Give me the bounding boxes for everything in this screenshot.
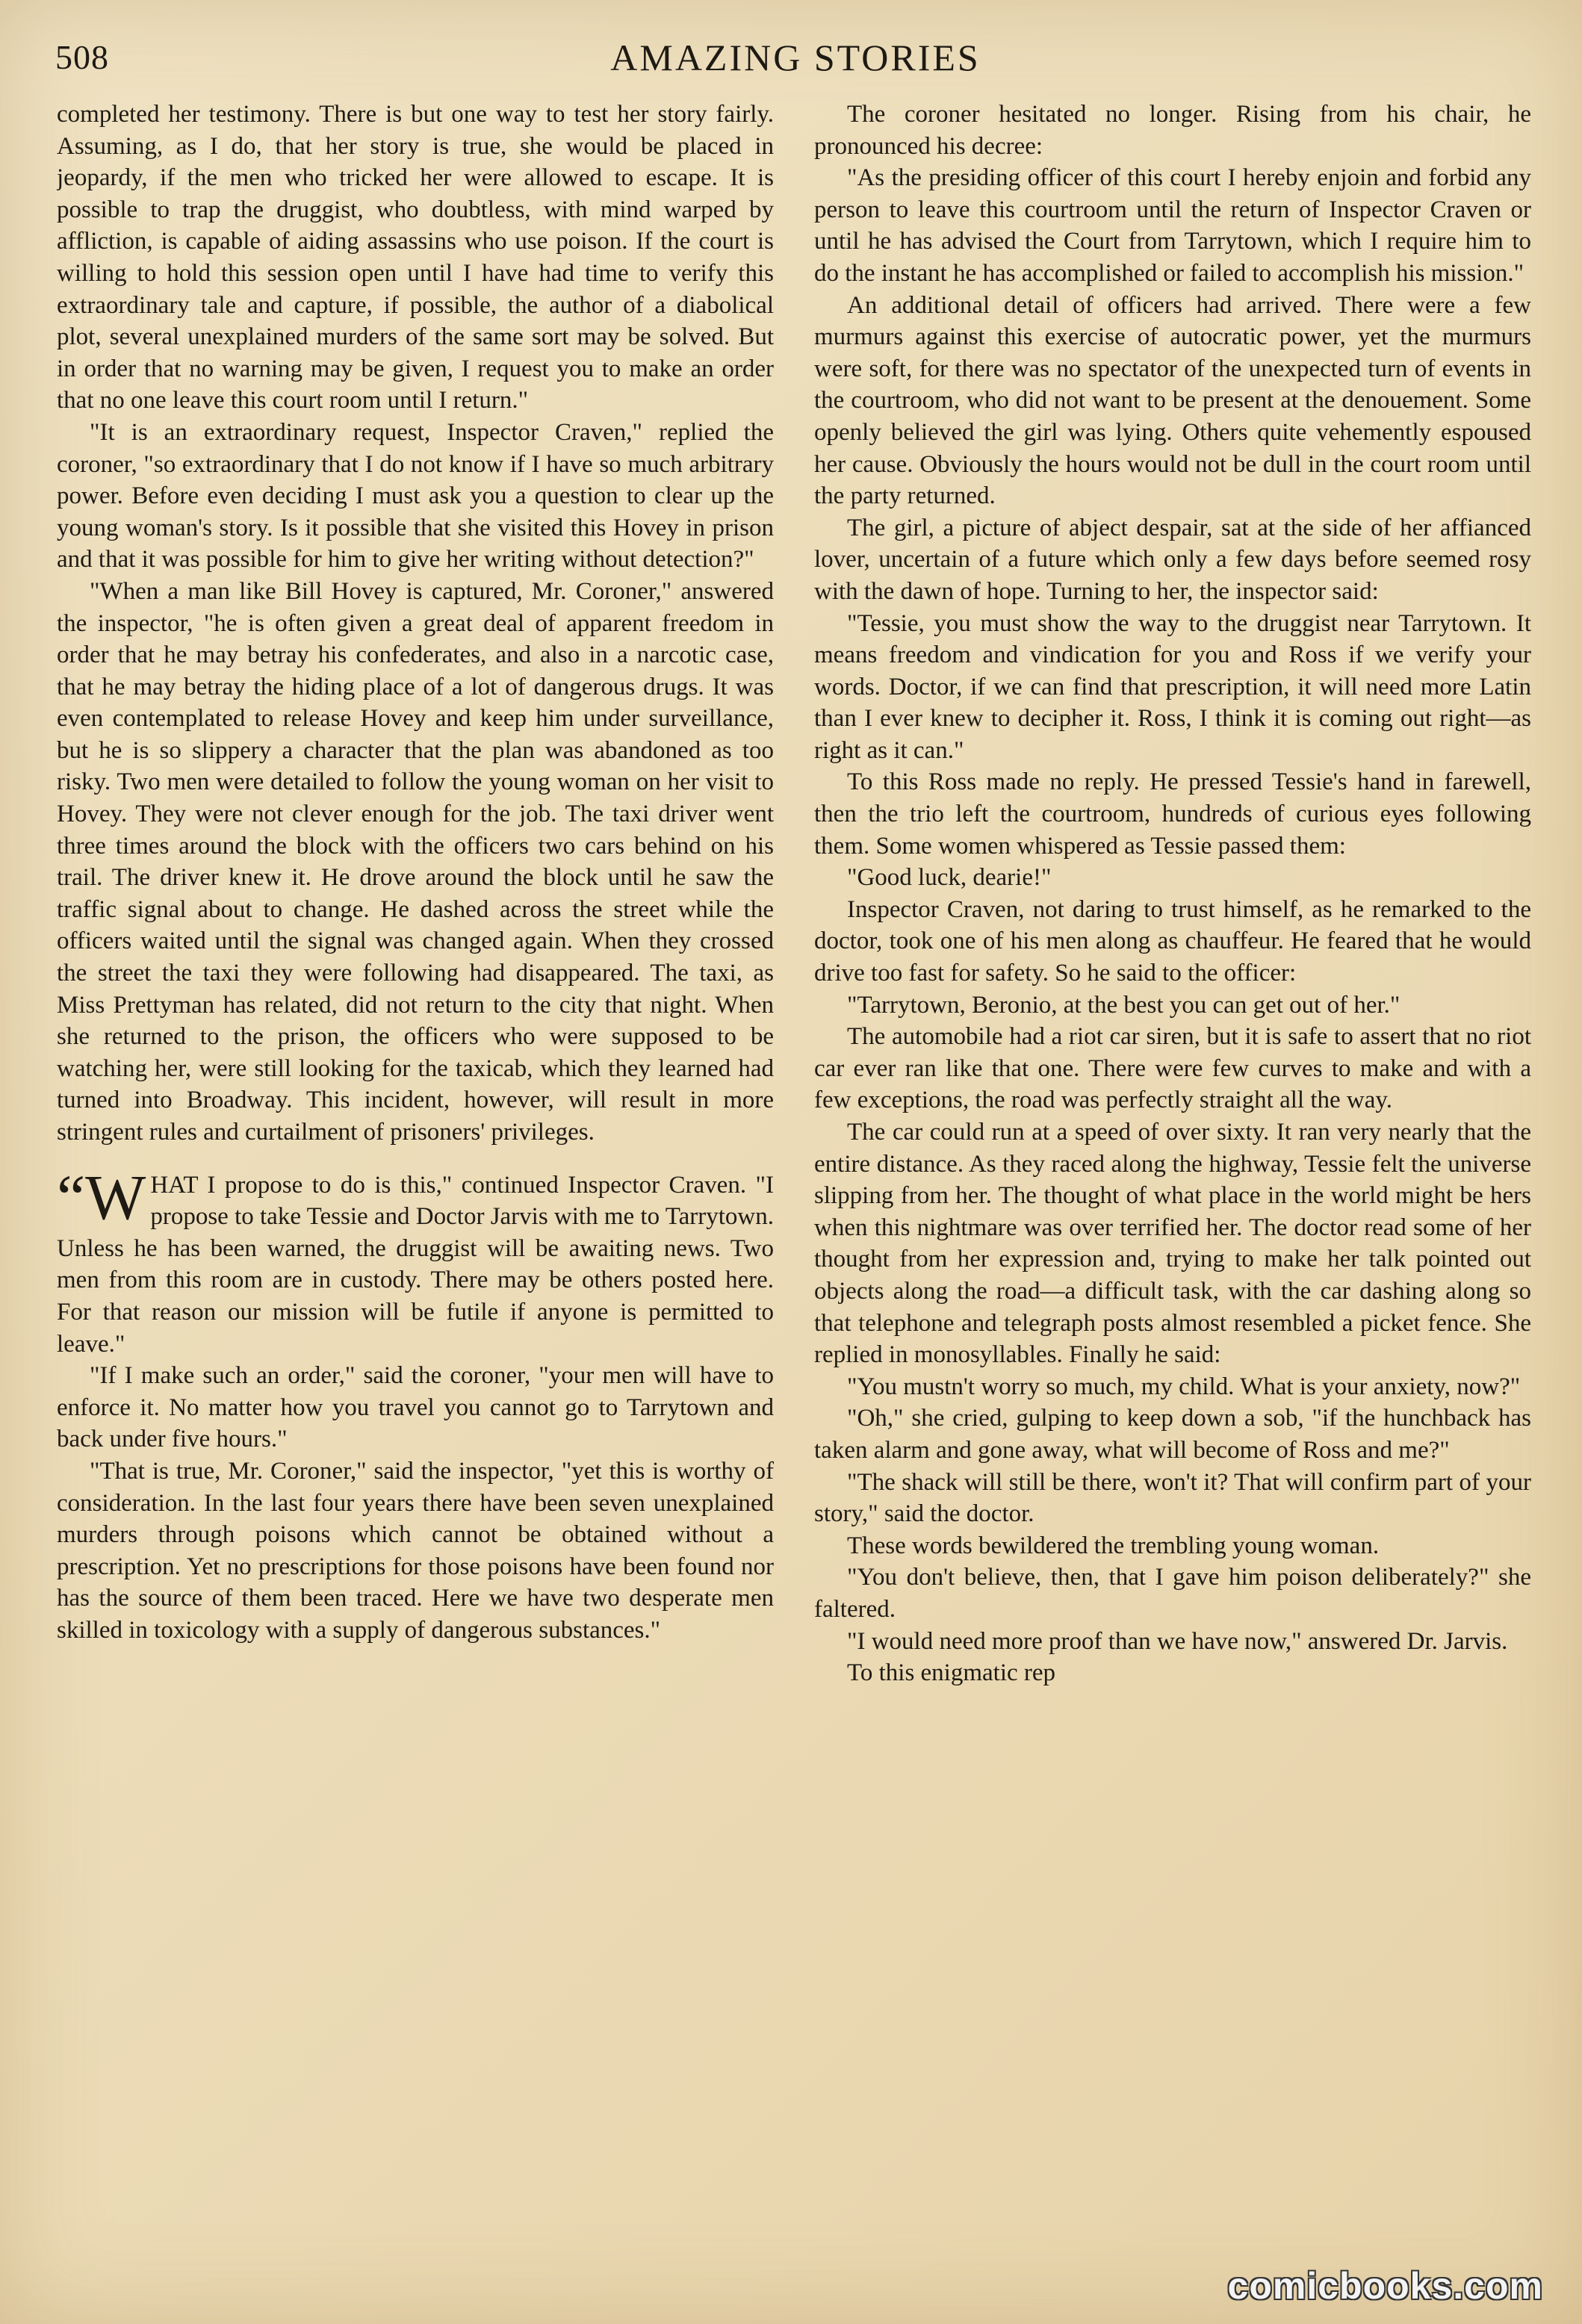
paragraph: These words bewildered the trembling young woman. xyxy=(847,1532,1380,1559)
paragraph: completed her testimony. There is but one way to test her story fairly. Assuming, as I do, that her story is true, she would be placed in jeopardy, if the men who tricked her were allowed to escape. It is possible to trap the druggist, who doubtless, with mind warped by affliction, is capable of aiding assassins who use poison. If the court is willing to hold this session open until I have had time to verify this extraordinary tale and capture, if possible, the author of a diabolical plot, several unexplained murders of the same sort may be solved. But in order that no warning may be given, I request you to make an order that no one leave this court room until I return." xyxy=(57,101,774,414)
drop-cap-quote: “ xyxy=(57,1161,86,1233)
drop-cap-letter: W xyxy=(85,1161,146,1233)
watermark-logo: comicbooks.com xyxy=(1227,2265,1543,2307)
magazine-title: AMAZING STORIES xyxy=(610,37,981,78)
paragraph: "The shack will still be there, won't it? That will confirm part of your story," said the doctor. xyxy=(814,1468,1531,1528)
paragraph: The coroner hesitated no longer. Rising from his chair, he pronounced his decree: xyxy=(814,101,1531,160)
paragraph: "Good luck, dearie!" xyxy=(847,864,1052,892)
paragraph: "If I make such an order," said the coroner, "your men will have to enforce it. No matter how you travel you cannot go to Tarrytown and back under five hours." xyxy=(57,1362,774,1453)
paragraph: The car could run at a speed of over sixty. It ran very nearly that the entire distance. As they raced along the highway, Tessie felt the universe slipping from her. The thought of what place in the world might be hers when this nightmare was over terrified her. The doctor read some of her thought from her expression and, trying to make her talk pointed out objects along the road—a difficult task, with the car dashing along so that telephone and telegraph posts almost resembled a picket fence. She replied in monosyllables. Finally he said: xyxy=(814,1119,1531,1369)
paragraph-text: HAT I propose to do is this," continued Inspector Craven. "I propose to take Tessie and Doctor Jarvis with me to Tarrytown. Unless he has been warned, the druggist will be awaiting news. Two men from this room are in custody. There may be others posted here. For that reason our mission will be futile if anyone is permitted to leave." xyxy=(57,1171,774,1358)
paragraph: The automobile had a riot car siren, but it is safe to assert that no riot car ever ran like that one. There were few curves to make and with a few exceptions, the road was perfectly straight all the way. xyxy=(814,1023,1531,1114)
paragraph: "You don't believe, then, that I gave him poison deliberately?" she faltered. xyxy=(814,1564,1531,1623)
paragraph: "Oh," she cried, gulping to keep down a sob, "if the hunchback has taken alarm and gone away, what will become of Ross and me?" xyxy=(814,1405,1531,1464)
paragraph: To this enigmatic rep xyxy=(847,1659,1056,1687)
drop-cap xyxy=(57,1161,146,1233)
paragraph: Inspector Craven, not daring to trust himself, as he remarked to the doctor, took one of his men along as chauffeur. He feared that he would drive too fast for safety. So he said to the officer: xyxy=(814,895,1531,987)
left-column xyxy=(57,99,774,2298)
page-number: 508 xyxy=(55,38,109,76)
paragraph: "Tessie, you must show the way to the druggist near Tarrytown. It means freedom and vindication for you and Ross if we verify your words. Doctor, if we can find that prescription, it will need more Latin than I ever knew to decipher it. Ross, I think it is coming out right—as right as it can." xyxy=(814,609,1531,764)
paragraph: To this Ross made no reply. He pressed Tessie's hand in farewell, then the trio left the courtroom, hundreds of curious eyes following them. Some women whispered as Tessie passed them: xyxy=(814,768,1531,860)
paragraph: "I would need more proof than we have now," answered Dr. Jarvis. xyxy=(847,1627,1508,1655)
paragraph: "Tarrytown, Beronio, at the best you can get out of her." xyxy=(847,991,1400,1019)
paragraph: "When a man like Bill Hovey is captured, Mr. Coroner," answered the inspector, "he is often given a great deal of apparent freedom in order that he may betray his confederates, and also in a narcotic case, that he may betray the hiding place of a lot of dangerous drugs. It was even contemplated to release Hovey and keep him under surveillance, but he is so slippery a character that the plan was abandoned as too risky. Two men were detailed to follow the young woman on her visit to Hovey. They were not clever enough for the job. The taxi driver went three times around the block with the officers two cars behind on his trail. The driver knew it. He drove around the block until he saw the traffic signal about to change. He dashed across the street while the officers waited until the signal was changed again. When they crossed the street the taxi they were following had disappeared. The taxi, as Miss Prettyman has related, did not return to the city that night. When she returned to the prison, the officers who were supposed to be watching her, were still looking for the taxicab, which they learned had turned into Broadway. This incident, however, will result in more stringent rules and curtailment of prisoners' privileges. xyxy=(57,577,774,1146)
paragraph: "It is an extraordinary request, Inspector Craven," replied the coroner, "so extraordinary that I do not know if I have so much arbitrary power. Before even deciding I must ask you a question to clear up the young woman's story. Is it possible that she visited this Hovey in prison and that it was possible for him to give her writing without detection?" xyxy=(57,418,774,574)
paragraph: The girl, a picture of abject despair, sat at the side of her affianced lover, uncertain of a future which only a few days before seemed rosy with the dawn of hope. Turning to her, the inspector said: xyxy=(814,514,1531,605)
right-column xyxy=(814,99,1531,2298)
paragraph: "That is true, Mr. Coroner," said the inspector, "yet this is worthy of consideration. In the last four years there have been seven unexplained murders through poisons which cannot be obtained without a prescription. Yet no prescriptions for those poisons have been found nor has the source of them been traced. Here we have two desperate men skilled in toxicology with a supply of dangerous substances." xyxy=(57,1457,774,1644)
page-header xyxy=(52,33,1539,85)
section-start-paragraph xyxy=(57,1161,774,1361)
paragraph: "As the presiding officer of this court I hereby enjoin and forbid any person to leave this courtroom until the return of Inspector Craven or until he has advised the Court from Tarrytown, which I require him to do the instant he has accomplished or failed to accomplish his mission." xyxy=(814,164,1531,287)
paragraph: "You mustn't worry so much, my child. What is your anxiety, now?" xyxy=(847,1373,1521,1400)
paragraph: An additional detail of officers had arrived. There were a few murmurs against this exercise of autocratic power, yet the murmurs were soft, for there was no spectator of the unexpected turn of events in the courtroom, who did not want to be present at the denouement. Some openly believed the girl was lying. Others quite vehemently espoused her cause. Obviously the hours would not be dull in the court room until the party returned. xyxy=(814,291,1531,510)
